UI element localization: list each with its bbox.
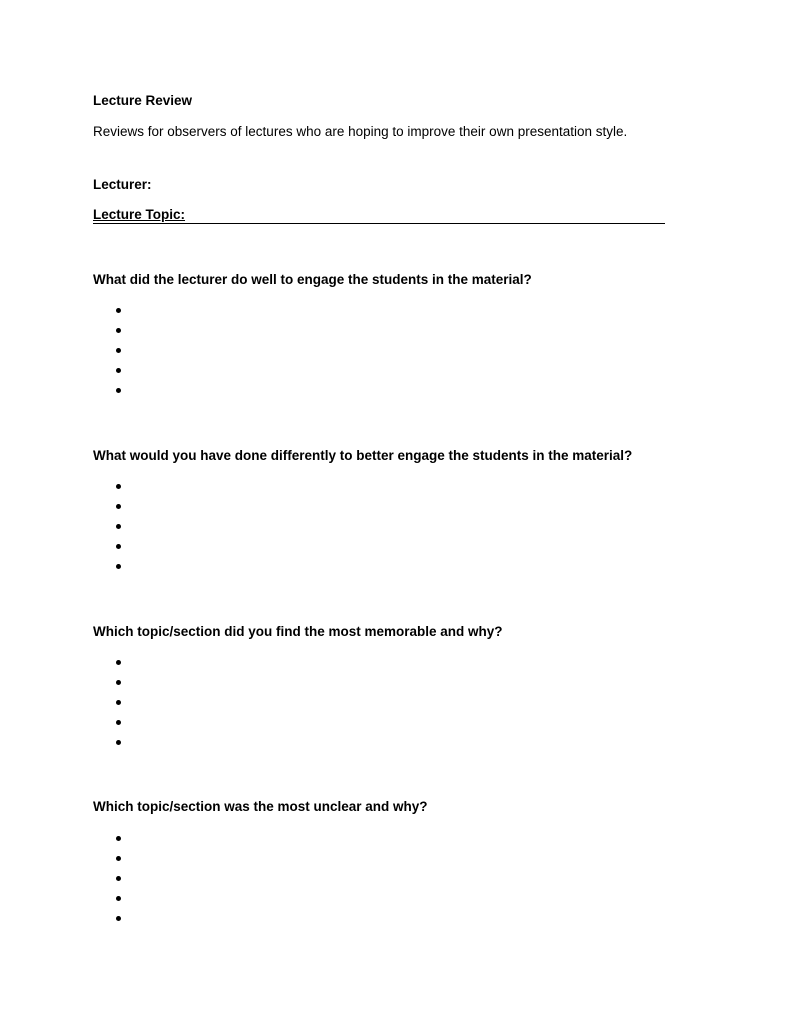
bullet-dot-icon [116, 680, 121, 685]
bullet-dot-icon [116, 504, 121, 509]
bullet-dot-icon [116, 308, 121, 313]
bullet-dot-icon [116, 368, 121, 373]
bullet-dot-icon [116, 836, 121, 841]
lecturer-label: Lecturer: [93, 177, 152, 192]
question-4: Which topic/section was the most unclear and why? [93, 799, 428, 814]
bullet-dot-icon [116, 740, 121, 745]
lecture-topic-label: Lecture Topic: [93, 207, 186, 222]
bullet-dot-icon [116, 720, 121, 725]
bullet-dot-icon [116, 544, 121, 549]
bullet-dot-icon [116, 876, 121, 881]
question-1: What did the lecturer do well to engage the students in the material? [93, 272, 532, 287]
bullet-dot-icon [116, 660, 121, 665]
bullet-dot-icon [116, 916, 121, 921]
bullet-dot-icon [116, 328, 121, 333]
bullet-dot-icon [116, 700, 121, 705]
document-subtitle: Reviews for observers of lectures who are hoping to improve their own presentation style. [93, 124, 628, 139]
bullet-dot-icon [116, 856, 121, 861]
bullet-dot-icon [116, 348, 121, 353]
question-3: Which topic/section did you find the most memorable and why? [93, 624, 503, 639]
bullet-dot-icon [116, 564, 121, 569]
bullet-dot-icon [116, 524, 121, 529]
document-title: Lecture Review [93, 93, 193, 108]
bullet-dot-icon [116, 484, 121, 489]
bullet-dot-icon [116, 896, 121, 901]
bullet-dot-icon [116, 388, 121, 393]
lecture-topic-field[interactable] [93, 207, 665, 224]
question-2: What would you have done differently to better engage the students in the material? [93, 448, 633, 463]
